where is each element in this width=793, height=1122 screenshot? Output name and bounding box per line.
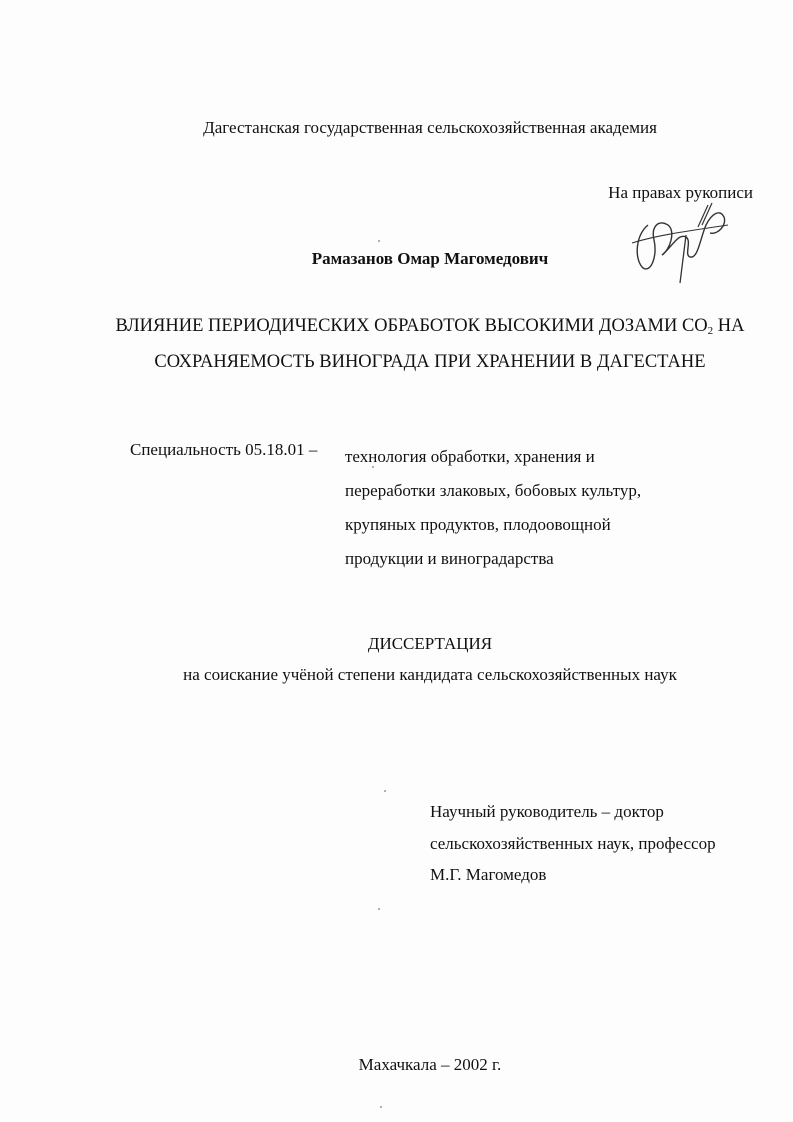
specialty-line: крупяных продуктов, плодоовощной xyxy=(345,515,611,534)
title-line-2: СОХРАНЯЕМОСТЬ ВИНОГРАДА ПРИ ХРАНЕНИИ В ДАГЕСТАНЕ xyxy=(154,352,706,372)
title-line-1: ВЛИЯНИЕ ПЕРИОДИЧЕСКИХ ОБРАБОТОК ВЫСОКИМИ ДОЗАМИ $CO_2$ НА xyxy=(115,316,745,337)
scan-speck xyxy=(378,240,380,242)
specialty-description xyxy=(345,440,641,576)
specialty-label: Специальность 05.18.01 – xyxy=(130,440,318,459)
specialty-line: переработки злаковых, бобовых культур, xyxy=(345,481,642,500)
scan-speck xyxy=(372,466,374,468)
scan-speck xyxy=(378,908,380,910)
degree-statement: на соискание учёной степени кандидата сельскохозяйственных наук xyxy=(183,665,677,684)
supervisor-line: М.Г. Магомедов xyxy=(430,865,547,884)
manuscript-rights-note: На правах рукописи xyxy=(608,183,753,202)
scan-speck xyxy=(380,1106,382,1108)
specialty-line: технология обработки, хранения и xyxy=(345,447,595,466)
scientific-supervisor xyxy=(430,796,716,891)
author-name: Рамазанов Омар Магомедович xyxy=(311,249,549,268)
specialty-line: продукции и виноградарства xyxy=(345,549,554,568)
document-type: ДИССЕРТАЦИЯ xyxy=(367,634,493,653)
handwritten-signature xyxy=(628,195,738,290)
supervisor-line: Научный руководитель – доктор xyxy=(430,802,664,821)
dissertation-title xyxy=(0,311,793,378)
supervisor-line: сельскохозяйственных наук, профессор xyxy=(430,833,716,853)
scan-speck xyxy=(384,790,386,792)
institution-name: Дагестанская государственная сельскохозяйственная академия xyxy=(203,118,657,137)
place-and-year: Махачкала – 2002 г. xyxy=(358,1055,502,1074)
